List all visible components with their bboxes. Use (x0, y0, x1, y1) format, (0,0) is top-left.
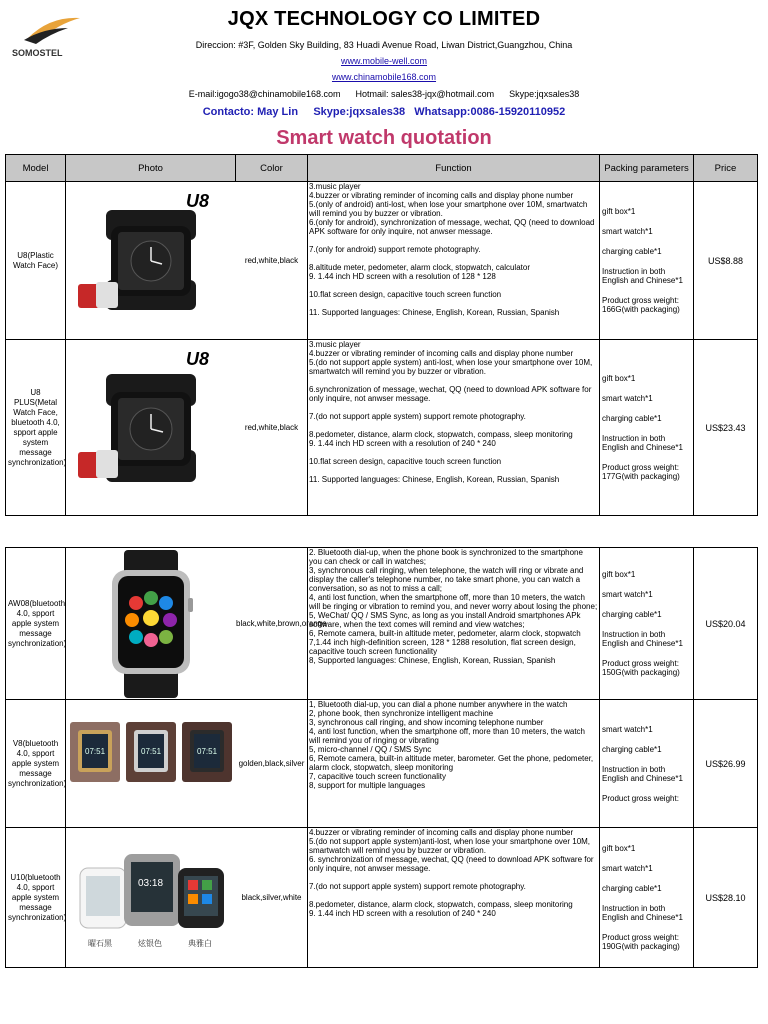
col-header-function: Function (308, 155, 600, 182)
function-cell (308, 828, 600, 968)
watch-time: 03:18 (138, 878, 164, 889)
photo-caption: 典雅白 (188, 939, 212, 948)
packing-item: Instruction in both English and Chinese*1 (602, 267, 683, 285)
color-cell: red,white,black (236, 340, 308, 516)
quotation-table-1 (5, 154, 758, 516)
packing-item: smart watch*1 (602, 864, 653, 873)
email-line: E-mail:igogo38@chinamobile168.com Hotmail: sales38-jqx@hotmail.com Skype:jqxsales38 (188, 89, 580, 99)
model-cell: U10(bluetooth 4.0, spport apple system message synchronization) (6, 828, 66, 968)
packing-item: smart watch*1 (602, 394, 653, 403)
company-address: Direccion: #3F, Golden Sky Building, 83 Huadi Avenue Road, Liwan District,Guangzhou, China (195, 40, 573, 50)
function-text: 3.music player 4.buzzer or vibrating reminder of incoming calls and display phone number 5.(only of android) anti-lost, when lose your smartphone over 10M, smartwatch will remind you by buzzer or vibration. 6.(only for android), synchronization of message, wechat, QQ (need to download APK software for only inquire, not anwser message. 7.(only for android) support remote photography. 8.altitude meter, pedometer, alarm clock, stopwatch, calculator 9. 1.44 inch HD screen with a resolution of 128 * 128 10.flat screen design, capacitive touch screen function 11. Supported languages: Chinese, English, Korean, Russian, Spanish (309, 182, 595, 317)
packing-item: charging cable*1 (602, 414, 662, 423)
packing-cell (600, 700, 694, 828)
u8-plus-watch-photo (66, 340, 236, 515)
packing-cell (600, 828, 694, 968)
aw08-watch-photo (66, 548, 236, 699)
table-row (6, 828, 758, 968)
packing-item: Product gross weight: (602, 793, 679, 803)
function-cell (308, 340, 600, 516)
packing-cell (600, 182, 694, 340)
packing-item: Instruction in both English and Chinese*1 (602, 630, 683, 648)
packing-item: gift box*1 (602, 844, 636, 853)
function-text: 1, Bluetooth dial-up, you can dial a phone number anywhere in the watch 2, phone book, then synchronize intelligent machine 3, synchronous call ringing, and show incoming telephone number 4, anti lost function, when the smartphone off, more than 10 meters, the watch will remind you of ringing or vibrating 5, micro-channel / QQ / SMS Sync 6, Remote camera, built-in altitude meter, barometer. Get the phone, pedometer, alarm clock, stopwatch, sleep monitoring 7, capacitive touch screen functionality 8, support for multiple languages (309, 700, 594, 790)
function-cell (308, 182, 600, 340)
company-name: JQX TECHNOLOGY CO LIMITED (227, 8, 541, 30)
u10-watch-photo (66, 828, 236, 967)
packing-item: gift box*1 (602, 207, 636, 216)
website-link-2[interactable]: www.chinamobile168.com (331, 72, 437, 82)
model-cell: U8(Plastic Watch Face) (6, 182, 66, 340)
watch-time-1: 07:51 (85, 747, 106, 756)
packing-item: smart watch*1 (602, 227, 653, 236)
packing-item: Product gross weight: 150G(with packaging) (602, 659, 680, 677)
color-cell: golden,black,silver (236, 700, 308, 828)
function-cell (308, 548, 600, 700)
function-text: 4.buzzer or vibrating reminder of incoming calls and display phone number 5.(do not support apple system)anti-lost, when lose your smartphone over 10M, smartwatch will remind you by buzzer or vibration. 6. synchronization of message, wechat, QQ (need to download APK software for only inquire, not anwser message. 7.(do not support apple system) support remote photography. 8.pedometer, distance, alarm clock, stopwatch, compass, sleep monitoring 9. 1.44 inch HD screen with a resolution of 240 * 240 (309, 828, 594, 918)
photo-caption: 炫银色 (138, 939, 162, 948)
col-header-packing: Packing parameters (600, 155, 694, 182)
table-header-row (6, 155, 758, 182)
packing-item: Product gross weight: 177G(with packaging) (602, 463, 680, 481)
function-text: 3.music player 4.buzzer or vibrating reminder of incoming calls and display phone number 5.(do not support apple system) anti-lost, when lose your smartphone over 10M, smartwatch will remind you by buzzer or vibration. 6.synchronization of message, wechat, QQ (need to download APK software for only inquire, not anwser message. 7.(do not support apple system) support remote photography. 8.pedometer, distance, alarm clock, stopwatch, compass, sleep monitoring 9. 1.44 inch HD screen with a resolution of 240 * 240 10.flat screen design, capacitive touch screen function 11. Supported languages: Chinese, English, Korean, Russian, Spanish (309, 340, 593, 484)
table-row (6, 182, 758, 340)
quotation-title: Smart watch quotation (276, 127, 492, 149)
packing-item: gift box*1 (602, 570, 636, 579)
price-cell: US$28.10 (694, 828, 758, 968)
watch-time-2: 07:51 (141, 747, 162, 756)
function-cell (308, 700, 600, 828)
photo-cell (66, 828, 236, 968)
v8-watch-photo (66, 700, 236, 827)
packing-item: smart watch*1 (602, 590, 653, 599)
packing-item: charging cable*1 (602, 744, 662, 754)
table-row (6, 548, 758, 700)
col-header-color: Color (236, 155, 308, 182)
packing-cell (600, 340, 694, 516)
photo-cell (66, 182, 236, 340)
watch-time-3: 07:51 (197, 747, 218, 756)
logo-text: SOMOSTEL (12, 48, 63, 58)
packing-item: Instruction in both English and Chinese*1 (602, 764, 683, 783)
col-header-price: Price (694, 155, 758, 182)
color-cell: black,silver,white (236, 828, 308, 968)
photo-label: U8 (186, 191, 210, 211)
packing-item: Product gross weight: 190G(with packaging) (602, 933, 680, 951)
photo-cell (66, 340, 236, 516)
packing-item: Instruction in both English and Chinese*1 (602, 904, 683, 922)
packing-item: gift box*1 (602, 374, 636, 383)
price-cell: US$8.88 (694, 182, 758, 340)
table-row (6, 700, 758, 828)
packing-item: charging cable*1 (602, 247, 662, 256)
packing-item: smart watch*1 (602, 724, 653, 734)
photo-cell (66, 548, 236, 700)
photo-caption: 曜石黑 (88, 939, 112, 948)
color-cell: red,white,black (236, 182, 308, 340)
price-cell: US$20.04 (694, 548, 758, 700)
packing-item: charging cable*1 (602, 884, 662, 893)
packing-item: Instruction in both English and Chinese*1 (602, 434, 683, 452)
model-cell: V8(bluetooth 4.0, spport apple system message synchronization) (6, 700, 66, 828)
col-header-model: Model (6, 155, 66, 182)
packing-item: charging cable*1 (602, 610, 662, 619)
u8-watch-photo (66, 182, 236, 339)
color-cell: black,white,brown,orange (236, 548, 308, 700)
function-text: 2. Bluetooth dial-up, when the phone book is synchronized to the smartphone you can check or call in watches; 3, synchronous call ringing, when telephone, the watch will ring or vibrate and display the caller's telephone number, no take smart phone, you can watch a conversation, so as not to miss a call; 4, anti lost function, when the smartphone off, more than 10 meters, the watch will be ringing or vibration to remind you, and never worry about losing the phone; 5, WeChat/ QQ / SMS Sync, as long as you install Android smartphones APk software, when the text comes will remind and view watches; 6, Remote camera, built-in altitude meter, pedometer, alarm clock, stopwatch 7,1.44 inch high-definition screen, 128 * 1288 resolution, flat screen design, capacitive touch screen functionality 8, Supported languages: Chinese, English, Korean, Russian, Spanish (309, 548, 598, 665)
photo-label: U8 (186, 349, 210, 369)
quotation-table-2 (5, 547, 758, 968)
packing-item: Product gross weight: 166G(with packaging) (602, 296, 680, 314)
model-cell: AW08(bluetooth 4.0, spport apple system message synchronization) (6, 548, 66, 700)
photo-cell (66, 700, 236, 828)
packing-cell (600, 548, 694, 700)
model-cell: U8 PLUS(Metal Watch Face, bluetooth 4.0, spport apple system message synchronization) (6, 340, 66, 516)
price-cell: US$26.99 (694, 700, 758, 828)
website-link-1[interactable]: www.mobile-well.com (340, 56, 428, 66)
contact-line: Contacto: May Lin Skype:jqxsales38 Whatsapp:0086-15920110952 (202, 106, 566, 118)
price-cell: US$23.43 (694, 340, 758, 516)
table-row (6, 340, 758, 516)
col-header-photo: Photo (66, 155, 236, 182)
